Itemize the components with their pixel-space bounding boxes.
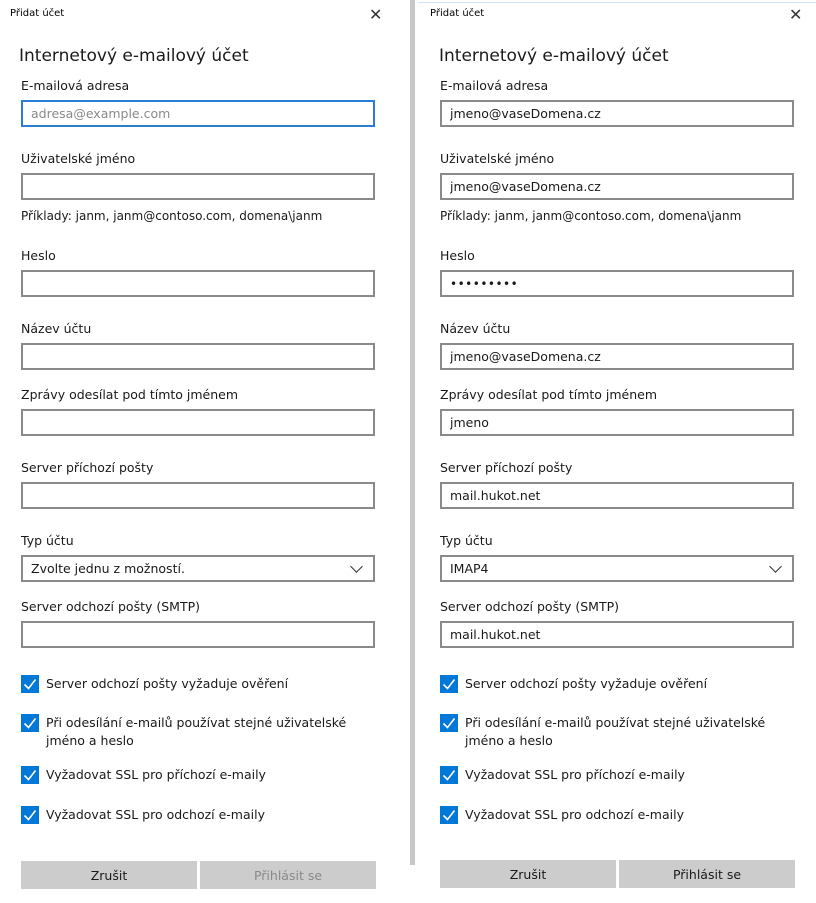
account-type-value: Zvolte jednu z možností.: [31, 561, 185, 576]
email-label: E-mailová adresa: [440, 78, 549, 93]
chevron-down-icon: [769, 560, 782, 573]
username-label: Uživatelské jméno: [440, 151, 555, 166]
incoming-server-input[interactable]: [21, 482, 375, 509]
outgoing-server-input[interactable]: [21, 621, 375, 648]
checkbox-label: Vyžadovat SSL pro příchozí e-maily: [465, 767, 685, 782]
checkbox-ssl-incoming[interactable]: [21, 766, 376, 784]
chevron-down-icon: [350, 560, 363, 573]
password-input[interactable]: [21, 270, 375, 297]
checkbox-ssl-incoming[interactable]: [440, 766, 795, 784]
checkbox-label: Při odesílání e-mailů používat stejné uživatelské jméno a heslo: [46, 715, 347, 748]
email-label: E-mailová adresa: [21, 78, 130, 93]
account-name-label: Název účtu: [21, 321, 92, 336]
add-account-dialog-empty: [0, 0, 398, 900]
outgoing-server-input[interactable]: [440, 621, 794, 648]
account-type-label: Typ účtu: [440, 533, 493, 548]
cancel-button[interactable]: Zrušit: [440, 860, 616, 888]
sign-in-button[interactable]: Přihlásit se: [200, 861, 376, 889]
checkbox-label: Server odchozí pošty vyžaduje ověření: [46, 676, 289, 691]
checkbox-label: Server odchozí pošty vyžaduje ověření: [465, 676, 708, 691]
checkbox-same-credentials[interactable]: [440, 714, 795, 750]
email-input[interactable]: [21, 100, 375, 127]
checkbox-outgoing-auth[interactable]: [21, 675, 376, 693]
incoming-server-label: Server příchozí pošty: [440, 460, 573, 475]
checkbox-checked-icon[interactable]: [440, 675, 458, 693]
sign-in-button[interactable]: Přihlásit se: [619, 860, 795, 888]
outgoing-server-label: Server odchozí pošty (SMTP): [440, 599, 620, 614]
account-type-label: Typ účtu: [21, 533, 74, 548]
close-icon[interactable]: ✕: [369, 5, 383, 24]
username-input[interactable]: [440, 173, 794, 200]
send-name-input[interactable]: [440, 409, 794, 436]
checkbox-label: Při odesílání e-mailů používat stejné uživatelské jméno a heslo: [465, 715, 766, 748]
close-icon[interactable]: ✕: [789, 5, 803, 24]
checkbox-same-credentials[interactable]: [21, 714, 376, 750]
username-hint: Příklady: janm, janm@contoso.com, domena\janm: [21, 209, 323, 223]
username-input[interactable]: [21, 173, 375, 200]
account-name-input[interactable]: [21, 343, 375, 370]
window-title: Přidat účet: [430, 8, 485, 19]
checkbox-checked-icon[interactable]: [21, 675, 39, 693]
checkbox-checked-icon[interactable]: [21, 714, 39, 732]
add-account-dialog-filled: [418, 2, 816, 903]
checkbox-checked-icon[interactable]: [21, 806, 39, 824]
account-type-select[interactable]: [21, 555, 375, 582]
checkbox-checked-icon[interactable]: [440, 806, 458, 824]
password-input[interactable]: [440, 270, 794, 297]
checkbox-checked-icon[interactable]: [440, 714, 458, 732]
checkbox-label: Vyžadovat SSL pro příchozí e-maily: [46, 767, 266, 782]
window-title: Přidat účet: [10, 8, 65, 19]
cancel-button[interactable]: Zrušit: [21, 861, 197, 889]
checkbox-label: Vyžadovat SSL pro odchozí e-maily: [46, 807, 265, 822]
send-name-label: Zprávy odesílat pod tímto jménem: [21, 387, 239, 402]
email-input[interactable]: [440, 100, 794, 127]
page-title: Internetový e-mailový účet: [19, 46, 249, 66]
panel-divider: [410, 0, 415, 865]
checkbox-outgoing-auth[interactable]: [440, 675, 795, 693]
incoming-server-input[interactable]: [440, 482, 794, 509]
password-label: Heslo: [21, 248, 56, 263]
password-label: Heslo: [440, 248, 475, 263]
send-name-label: Zprávy odesílat pod tímto jménem: [440, 387, 658, 402]
incoming-server-label: Server příchozí pošty: [21, 460, 154, 475]
checkbox-checked-icon[interactable]: [440, 766, 458, 784]
checkbox-ssl-outgoing[interactable]: [440, 806, 795, 824]
checkbox-label: Vyžadovat SSL pro odchozí e-maily: [465, 807, 684, 822]
username-label: Uživatelské jméno: [21, 151, 136, 166]
send-name-input[interactable]: [21, 409, 375, 436]
account-type-value: IMAP4: [450, 561, 489, 576]
account-name-label: Název účtu: [440, 321, 511, 336]
checkbox-checked-icon[interactable]: [21, 766, 39, 784]
outgoing-server-label: Server odchozí pošty (SMTP): [21, 599, 201, 614]
account-type-select[interactable]: [440, 555, 794, 582]
account-name-input[interactable]: [440, 343, 794, 370]
page-title: Internetový e-mailový účet: [439, 46, 669, 66]
checkbox-ssl-outgoing[interactable]: [21, 806, 376, 824]
username-hint: Příklady: janm, janm@contoso.com, domena\janm: [440, 209, 742, 223]
